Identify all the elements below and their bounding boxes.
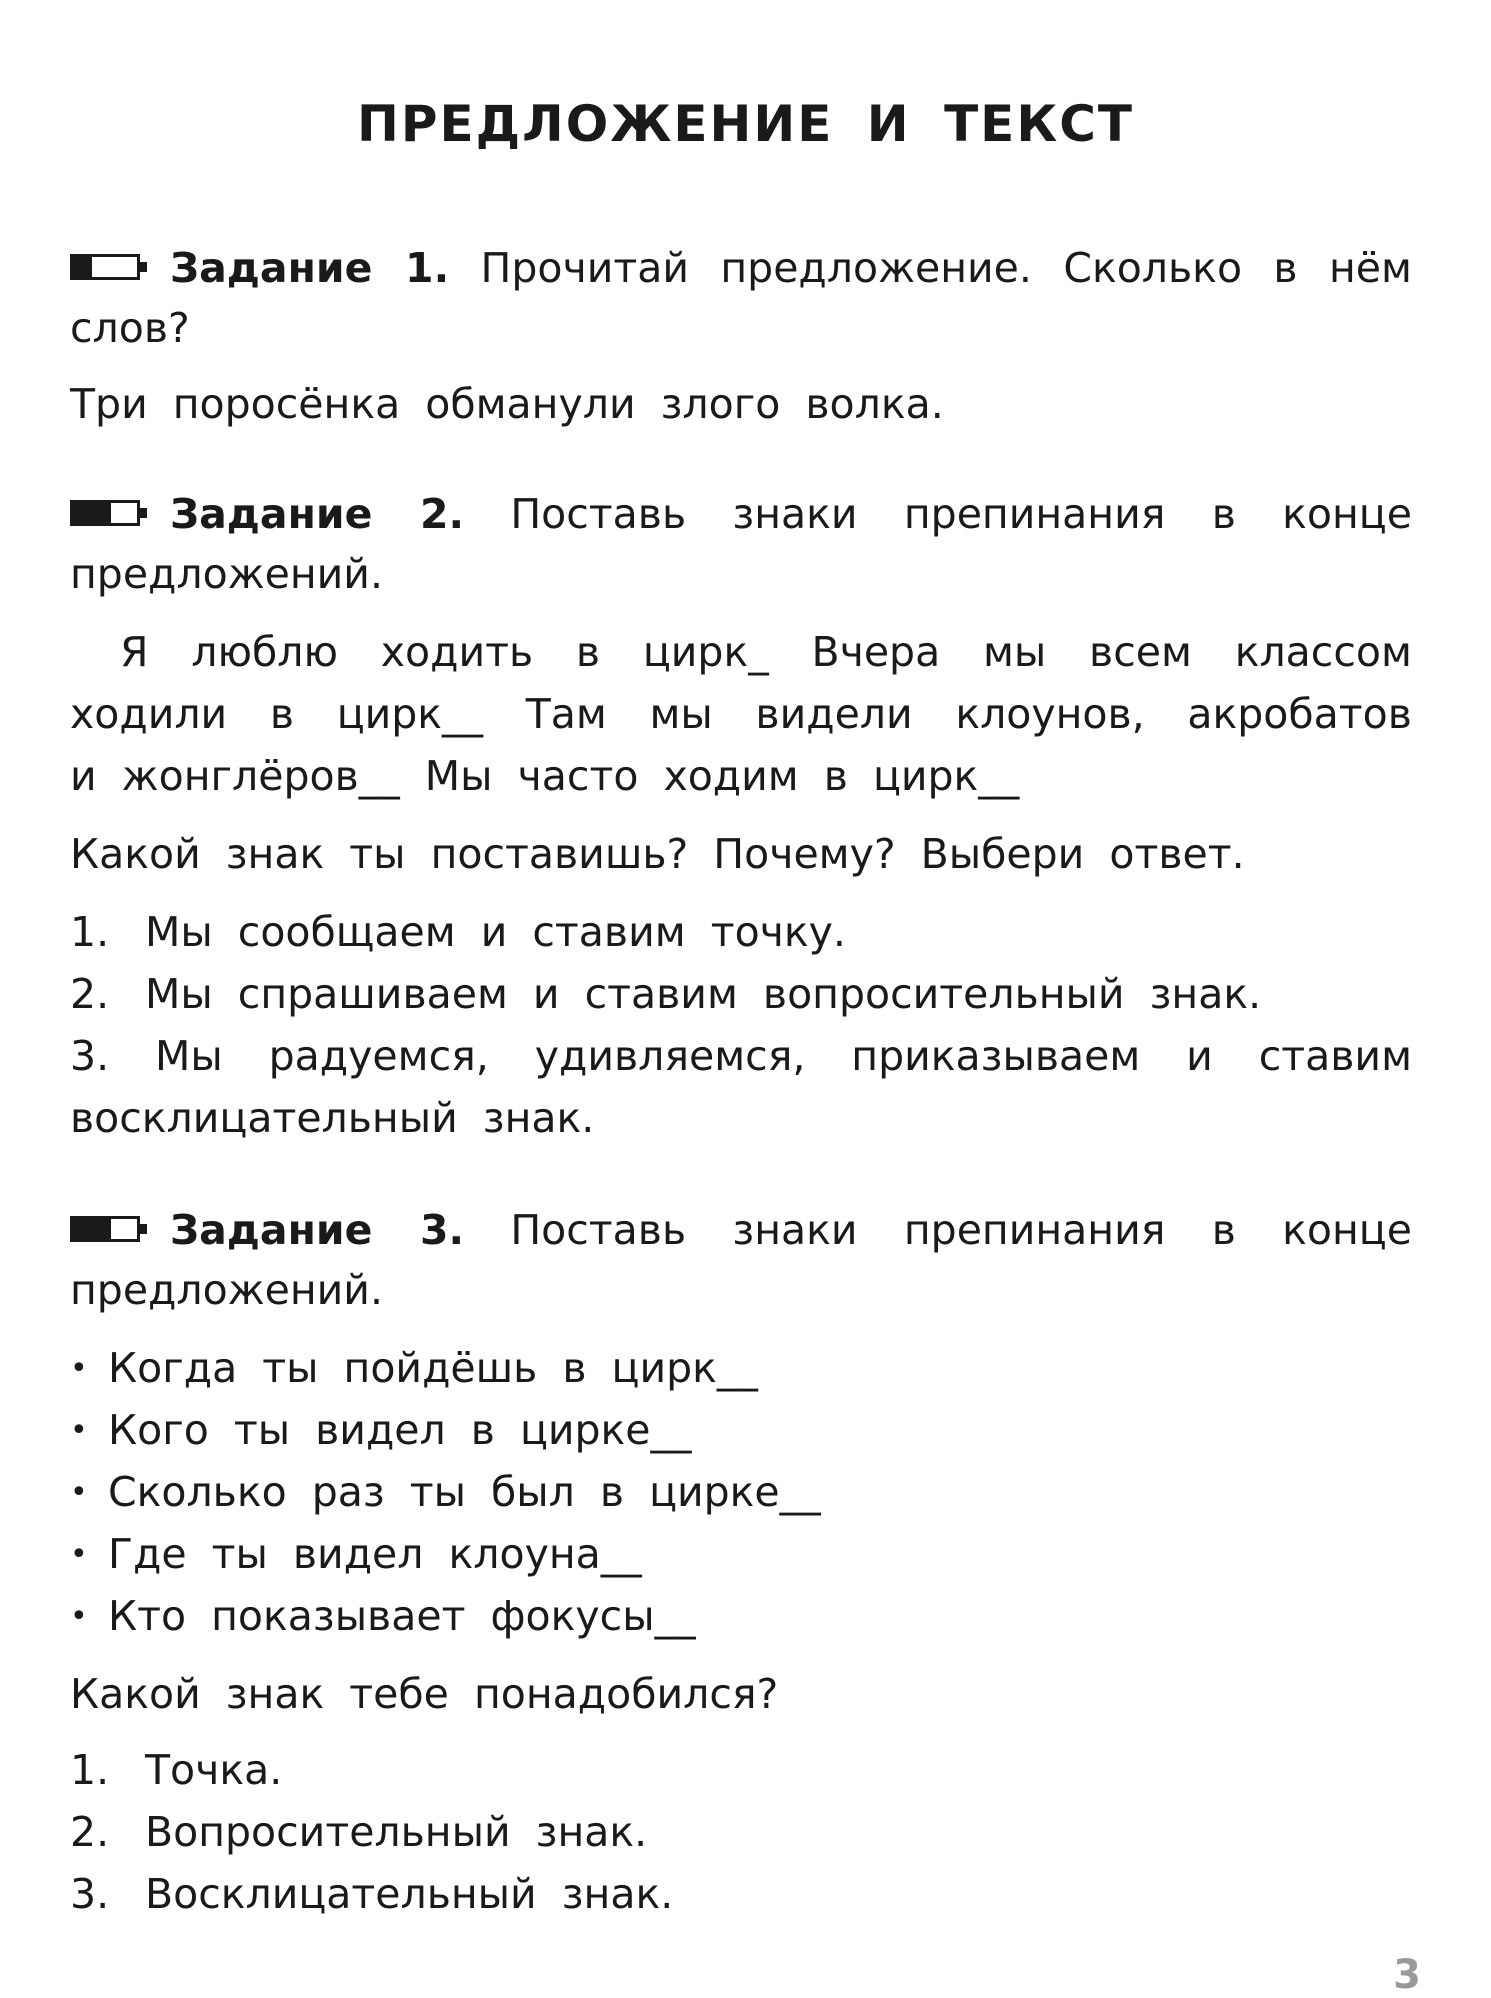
task2-text-line2: ходили в цирк__ Там мы видели клоунов, акробатов bbox=[70, 690, 1412, 738]
task2-option-2: 2. Мы спрашиваем и ставим вопросительный знак. bbox=[70, 970, 1262, 1018]
task3-bullet-item: • Когда ты пойдёшь в цирк__ bbox=[70, 1344, 758, 1392]
task2-instruction-line1: Задание 2. Поставь знаки препинания в конце bbox=[70, 494, 1412, 535]
difficulty-battery-icon bbox=[70, 254, 150, 284]
task3-label: Задание 3. bbox=[170, 1206, 465, 1254]
task2-label: Задание 2. bbox=[170, 490, 465, 538]
bullet-dot-icon: • bbox=[70, 1351, 88, 1386]
task3-option-3: 3. Восклицательный знак. bbox=[70, 1870, 674, 1918]
difficulty-battery-icon bbox=[70, 500, 150, 530]
task3-bullet-item: • Сколько раз ты был в цирке__ bbox=[70, 1468, 821, 1516]
page-title: ПРЕДЛОЖЕНИЕ И ТЕКСТ bbox=[356, 95, 1134, 153]
task3-instruction-line2: предложений. bbox=[70, 1266, 383, 1314]
task1-label: Задание 1. bbox=[170, 244, 450, 292]
task3-bullet-item: • Кого ты видел в цирке__ bbox=[70, 1406, 692, 1454]
task1-instruction-line1: Задание 1. Прочитай предложение. Сколько в нём bbox=[70, 248, 1412, 289]
difficulty-battery-icon bbox=[70, 1216, 150, 1246]
task1-sentence: Три поросёнка обманули злого волка. bbox=[70, 380, 944, 428]
bullet-dot-icon: • bbox=[70, 1537, 88, 1572]
bullet-dot-icon: • bbox=[70, 1413, 88, 1448]
task2-option-3-line2: восклицательный знак. bbox=[70, 1094, 595, 1142]
task2-option-3-line1: 3. Мы радуемся, удивляемся, приказываем и ставим bbox=[70, 1032, 1412, 1080]
task2-instruction-line2: предложений. bbox=[70, 550, 383, 598]
task3-option-1: 1. Точка. bbox=[70, 1746, 283, 1794]
task2-question: Какой знак ты поставишь? Почему? Выбери ответ. bbox=[70, 830, 1245, 878]
task3-question: Какой знак тебе понадобился? bbox=[70, 1670, 779, 1718]
task2-text-line1: Я люблю ходить в цирк_ Вчера мы всем классом bbox=[120, 628, 1412, 676]
task2-option-1: 1. Мы сообщаем и ставим точку. bbox=[70, 908, 846, 956]
bullet-dot-icon: • bbox=[70, 1599, 88, 1634]
task3-bullet-item: • Кто показывает фокусы__ bbox=[70, 1592, 696, 1640]
page-number: 3 bbox=[1393, 1952, 1421, 1998]
task2-text-line3: и жонглёров__ Мы часто ходим в цирк__ bbox=[70, 752, 1020, 800]
task1-instruction-line2: слов? bbox=[70, 304, 190, 352]
task3-instruction-line1: Задание 3. Поставь знаки препинания в конце bbox=[70, 1210, 1412, 1251]
bullet-dot-icon: • bbox=[70, 1475, 88, 1510]
task3-bullet-item: • Где ты видел клоуна__ bbox=[70, 1530, 642, 1578]
task3-option-2: 2. Вопросительный знак. bbox=[70, 1808, 648, 1856]
